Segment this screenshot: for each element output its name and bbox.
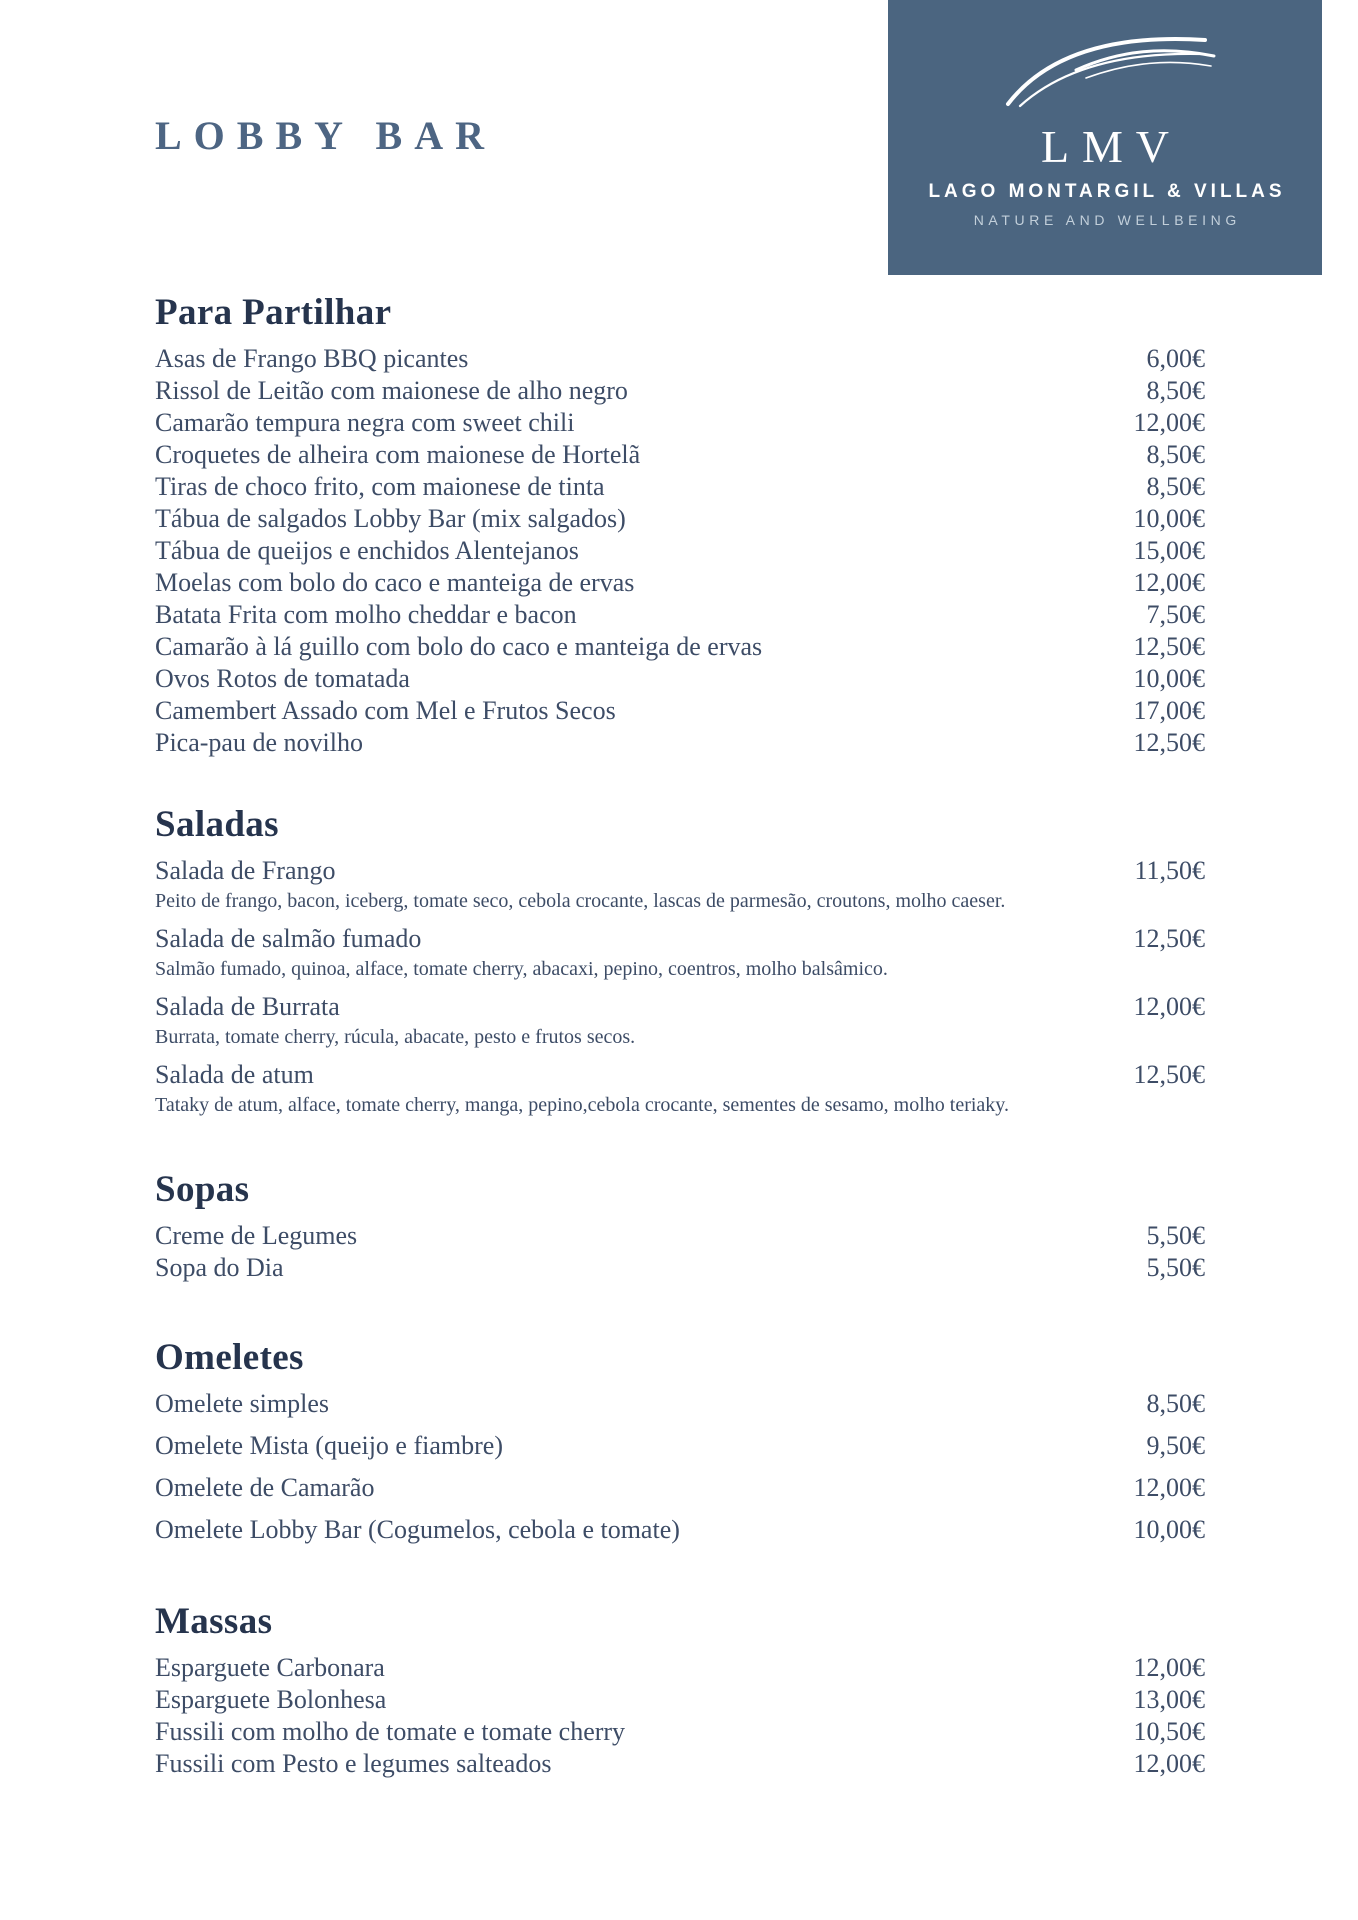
brand-logo-panel <box>888 0 1322 275</box>
menu-item-line <box>155 375 1205 407</box>
section-items <box>155 855 1205 1118</box>
menu-item-name: Moelas com bolo do caco e manteiga de ervas <box>155 568 635 597</box>
menu-item-price: 12,00€ <box>1133 1749 1205 1778</box>
menu-item-description: Peito de frango, bacon, iceberg, tomate seco, cebola crocante, lascas de parmesão, croutons, molho caeser. <box>155 890 1006 912</box>
menu-item-line <box>155 1716 1205 1748</box>
menu-item-price: 12,00€ <box>1133 568 1205 597</box>
menu-item-name: Fussili com Pesto e legumes salteados <box>155 1749 552 1778</box>
menu-item-price: 12,00€ <box>1133 408 1205 437</box>
menu-section-massas <box>155 1600 1205 1780</box>
menu-item-name: Fussili com molho de tomate e tomate cherry <box>155 1717 626 1746</box>
brand-initials: LMV <box>1041 121 1182 172</box>
menu-section-sopas <box>155 1168 1205 1284</box>
menu-item-line <box>155 695 1205 727</box>
menu-item-row <box>155 503 1205 535</box>
menu-item-row <box>155 1716 1205 1748</box>
menu-item-price: 8,50€ <box>1146 440 1205 469</box>
wave-icon <box>990 26 1220 118</box>
menu-item-name: Salada de Frango <box>155 856 336 885</box>
menu-item-name: Salada de salmão fumado <box>155 924 422 953</box>
menu-item-price: 11,50€ <box>1134 856 1205 885</box>
menu-item-price: 12,00€ <box>1133 1473 1205 1502</box>
section-title: Para Partilhar <box>155 292 392 333</box>
menu-item-row <box>155 695 1205 727</box>
menu-item-line <box>155 923 1205 955</box>
menu-item-price: 6,00€ <box>1146 344 1205 373</box>
menu-item-row <box>155 1388 1205 1420</box>
menu-item-line <box>155 1430 1205 1462</box>
menu-item-price: 17,00€ <box>1133 696 1205 725</box>
menu-item-line <box>155 599 1205 631</box>
menu-item-row <box>155 1652 1205 1684</box>
menu-item-name: Omelete simples <box>155 1389 330 1418</box>
menu-item-price: 12,50€ <box>1133 728 1205 757</box>
menu-item-name: Rissol de Leitão com maionese de alho negro <box>155 376 628 405</box>
menu-item-row <box>155 923 1205 982</box>
menu-item-line <box>155 1748 1205 1780</box>
menu-item-name: Omelete Lobby Bar (Cogumelos, cebola e tomate) <box>155 1515 680 1544</box>
menu-item-row <box>155 631 1205 663</box>
menu-item-row <box>155 1514 1205 1546</box>
menu-item-line <box>155 1220 1205 1252</box>
menu-item-price: 10,00€ <box>1133 1515 1205 1544</box>
menu-section-omeletes <box>155 1336 1205 1546</box>
menu-item-row <box>155 407 1205 439</box>
menu-item-name: Camarão à lá guillo com bolo do caco e manteiga de ervas <box>155 632 763 661</box>
menu-item-row <box>155 991 1205 1050</box>
brand-name: LAGO MONTARGIL & VILLAS <box>928 181 1286 202</box>
section-items <box>155 343 1205 759</box>
menu-item-line <box>155 663 1205 695</box>
menu-item-name: Asas de Frango BBQ picantes <box>155 344 469 373</box>
menu-item-price: 12,50€ <box>1133 632 1205 661</box>
menu-item-row <box>155 1684 1205 1716</box>
menu-item-description: Tataky de atum, alface, tomate cherry, manga, pepino,cebola crocante, sementes de sesamo, molho teriaky. <box>155 1094 1009 1116</box>
menu-item-price: 10,50€ <box>1133 1717 1205 1746</box>
menu-item-line <box>155 1059 1205 1091</box>
menu-item-row <box>155 1430 1205 1462</box>
section-title: Omeletes <box>155 1337 304 1378</box>
section-items <box>155 1652 1205 1780</box>
section-title: Sopas <box>155 1169 250 1210</box>
menu-item-name: Salada de Burrata <box>155 992 340 1021</box>
menu-item-description: Salmão fumado, quinoa, alface, tomate cherry, abacaxi, pepino, coentros, molho balsâmico. <box>155 958 888 980</box>
menu-item-name: Sopa do Dia <box>155 1253 284 1282</box>
menu-item-line <box>155 343 1205 375</box>
menu-item-line <box>155 535 1205 567</box>
menu-item-name: Tábua de queijos e enchidos Alentejanos <box>155 536 579 565</box>
menu-item-name: Creme de Legumes <box>155 1221 358 1250</box>
menu-item-row <box>155 599 1205 631</box>
page-header <box>0 0 1358 275</box>
menu-item-line <box>155 727 1205 759</box>
menu-item-line <box>155 1252 1205 1284</box>
menu-item-row <box>155 1220 1205 1252</box>
section-title: Saladas <box>155 804 279 845</box>
menu-item-line <box>155 439 1205 471</box>
menu-item-row <box>155 343 1205 375</box>
menu-item-line <box>155 1472 1205 1504</box>
menu-item-row <box>155 855 1205 914</box>
menu-item-line <box>155 1652 1205 1684</box>
menu-item-line <box>155 567 1205 599</box>
menu-item-price: 12,50€ <box>1133 1060 1205 1089</box>
menu-item-name: Tábua de salgados Lobby Bar (mix salgados) <box>155 504 626 533</box>
menu-item-name: Croquetes de alheira com maionese de Hortelã <box>155 440 641 469</box>
menu-item-description: Burrata, tomate cherry, rúcula, abacate, pesto e frutos secos. <box>155 1026 636 1048</box>
menu-item-name: Ovos Rotos de tomatada <box>155 664 410 693</box>
menu-item-price: 8,50€ <box>1146 472 1205 501</box>
menu-item-row <box>155 439 1205 471</box>
menu-item-line <box>155 407 1205 439</box>
menu-item-row <box>155 535 1205 567</box>
menu-item-name: Salada de atum <box>155 1060 314 1089</box>
menu-item-price: 13,00€ <box>1133 1685 1205 1714</box>
menu-item-price: 9,50€ <box>1146 1431 1205 1460</box>
menu-item-price: 12,50€ <box>1133 924 1205 953</box>
section-items <box>155 1388 1205 1546</box>
menu-item-row <box>155 1748 1205 1780</box>
menu-item-line <box>155 855 1205 887</box>
menu-item-line <box>155 471 1205 503</box>
brand-tagline: NATURE AND WELLBEING <box>973 212 1241 228</box>
menu-item-line <box>155 1684 1205 1716</box>
menu-item-line <box>155 991 1205 1023</box>
menu-item-row <box>155 1252 1205 1284</box>
menu-item-price: 8,50€ <box>1146 1389 1205 1418</box>
menu-item-line <box>155 1514 1205 1546</box>
menu-item-row <box>155 567 1205 599</box>
menu-item-name: Omelete de Camarão <box>155 1473 375 1502</box>
menu-item-row <box>155 727 1205 759</box>
menu-item-name: Esparguete Carbonara <box>155 1653 385 1682</box>
menu-item-price: 12,00€ <box>1133 992 1205 1021</box>
menu-section-saladas <box>155 803 1205 1118</box>
menu-item-line <box>155 631 1205 663</box>
menu-item-row <box>155 471 1205 503</box>
menu-section-para-partilhar <box>155 291 1205 759</box>
menu-item-price: 7,50€ <box>1146 600 1205 629</box>
menu-item-row <box>155 663 1205 695</box>
menu-item-name: Pica-pau de novilho <box>155 728 363 757</box>
menu-item-name: Omelete Mista (queijo e fiambre) <box>155 1431 503 1460</box>
menu-item-name: Batata Frita com molho cheddar e bacon <box>155 600 577 629</box>
menu-item-name: Camarão tempura negra com sweet chili <box>155 408 575 437</box>
menu-item-line <box>155 503 1205 535</box>
menu-item-row <box>155 1472 1205 1504</box>
menu-item-price: 5,50€ <box>1146 1221 1205 1250</box>
menu-sections <box>155 291 1205 1780</box>
menu-item-price: 10,00€ <box>1133 504 1205 533</box>
menu-item-price: 12,00€ <box>1133 1653 1205 1682</box>
menu-item-price: 10,00€ <box>1133 664 1205 693</box>
menu-item-row <box>155 1059 1205 1118</box>
menu-item-line <box>155 1388 1205 1420</box>
section-title: Massas <box>155 1601 273 1642</box>
menu-item-price: 15,00€ <box>1133 536 1205 565</box>
menu-item-name: Camembert Assado com Mel e Frutos Secos <box>155 696 616 725</box>
menu-item-name: Esparguete Bolonhesa <box>155 1685 387 1714</box>
page-title: LOBBY BAR <box>155 113 497 158</box>
menu-item-row <box>155 375 1205 407</box>
menu-item-price: 8,50€ <box>1146 376 1205 405</box>
menu-item-price: 5,50€ <box>1146 1253 1205 1282</box>
menu-item-name: Tiras de choco frito, com maionese de tinta <box>155 472 605 501</box>
section-items <box>155 1220 1205 1284</box>
